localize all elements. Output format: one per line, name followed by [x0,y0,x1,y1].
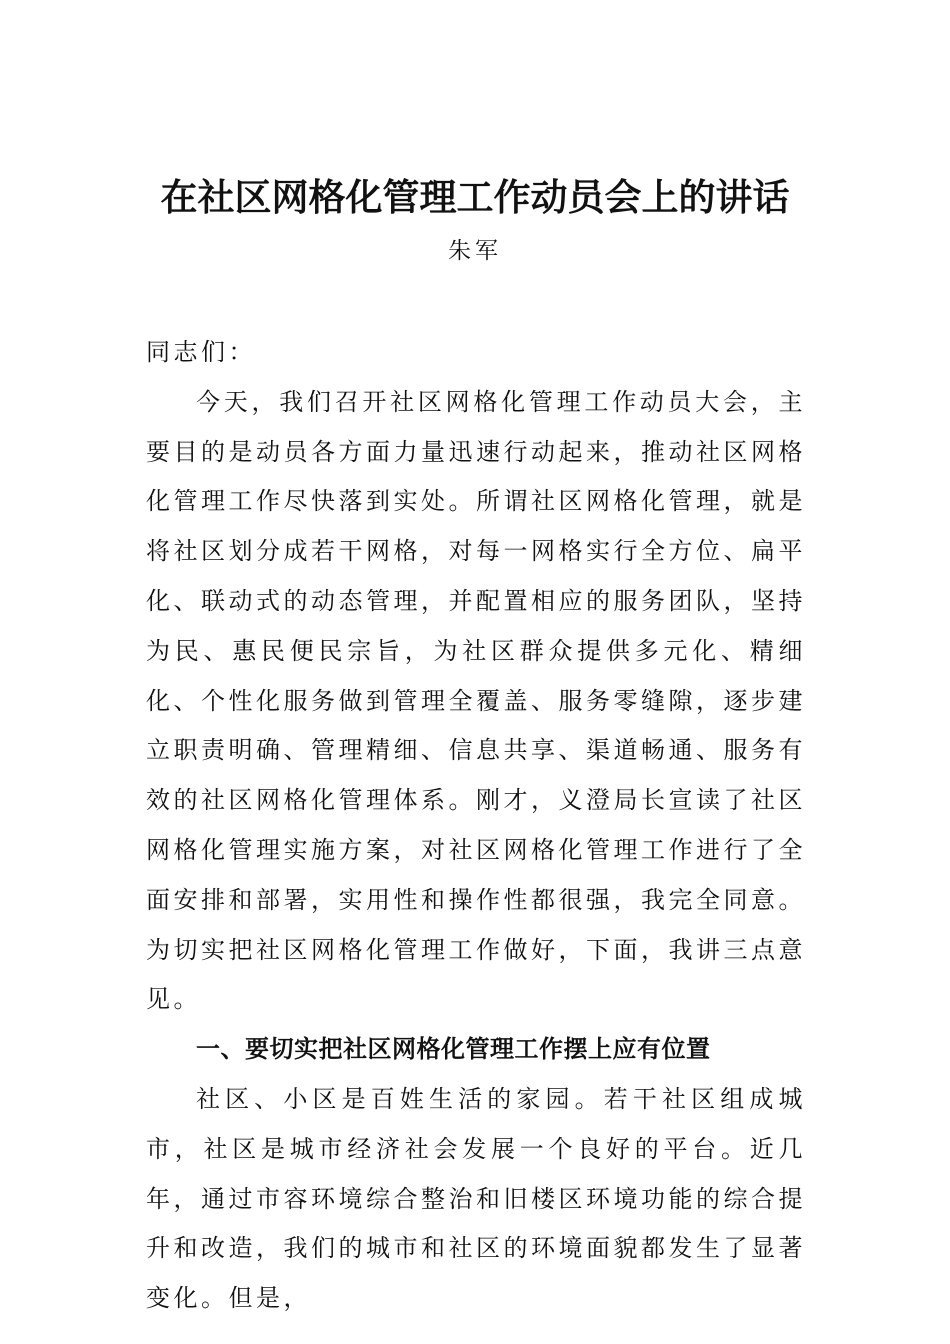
section-heading: 一、要切实把社区网格化管理工作摆上应有位置 [196,1035,711,1064]
document-body [146,328,806,1324]
document-title: 在社区网格化管理工作动员会上的讲话 [160,175,790,219]
body-paragraph: 今天，我们召开社区网格化管理工作动员大会，主要目的是动员各方面力量迅速行动起来，推动社区网格化管理工作尽快落到实处。所谓社区网格化管理，就是将社区划分成若干网格，对每一网格实行全方位、扁平化、联动式的动态管理，并配置相应的服务团队，坚持为民、惠民便民宗旨，为社区群众提供多元化、精细化、个性化服务做到管理全覆盖、服务零缝隙，逐步建立职责明确、管理精细、信息共享、渠道畅通、服务有效的社区网格化管理体系。刚才，义澄局长宣读了社区网格化管理实施方案，对社区网格化管理工作进行了全面安排和部署，实用性和操作性都很强，我完全同意。为切实把社区网格化管理工作做好，下面，我讲三点意见。 [146,387,806,1014]
salutation: 同志们： [146,338,256,366]
section-paragraph: 社区、小区是百姓生活的家园。若干社区组成城市，社区是城市经济社会发展一个良好的平台。近几年，通过市容环境综合整治和旧楼区环境功能的综合提升和改造，我们的城市和社区的环境面貌都发生了显著变化。但是， [146,1084,806,1313]
document-author: 朱军 [448,238,502,264]
